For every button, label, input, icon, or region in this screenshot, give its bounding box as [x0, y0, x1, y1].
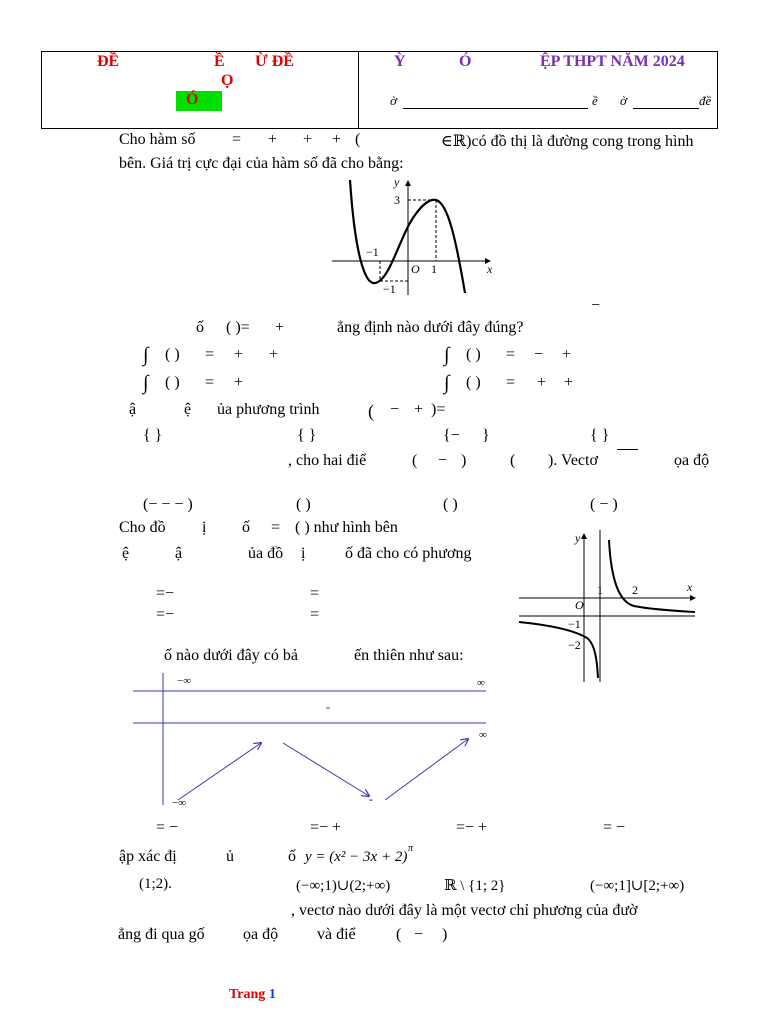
q8-text-2d: ( — [396, 926, 402, 943]
q7-text-a: ập xác đị — [119, 848, 177, 865]
q3-text-e: − — [390, 401, 400, 418]
q5-opt4: = — [310, 606, 320, 623]
q2-opt2-plus: + — [562, 346, 572, 363]
footer-label: Trang — [229, 987, 266, 1002]
q8-text-2e: − — [414, 926, 424, 943]
table-mid-dash: - — [326, 700, 330, 714]
header-right-2b: ề — [592, 93, 598, 108]
header-left-1c: Ừ ĐỀ — [255, 53, 294, 70]
q2-opt2-eq: = — [506, 346, 516, 363]
vector-arrow — [617, 449, 638, 450]
q2-opt3-eq: = — [205, 374, 215, 391]
q1-cubic-graph — [330, 175, 500, 300]
q4-text-c: − — [438, 452, 448, 469]
q5-text-2a: ệ — [122, 545, 130, 562]
q8-text-2b: ọa độ — [243, 926, 279, 943]
q2-opt2-fx: ( ) — [466, 346, 481, 363]
header-left-1a: ĐỀ — [97, 53, 120, 70]
q2-opt2-minus: − — [534, 346, 544, 363]
table-neg-inf-bottom: −∞ — [172, 797, 187, 809]
q2-opt4-plus2: + — [564, 374, 574, 391]
q1-graph-label-neg1x: −1 — [366, 245, 379, 259]
q2-text-b: ( )= — [226, 319, 250, 336]
q5-graph-label-o: O — [575, 598, 584, 612]
q5-text-2e: ố đã cho có phương — [345, 545, 472, 562]
q2-opt3-plus: + — [234, 374, 244, 391]
q5-graph-label-neg2: −2 — [568, 638, 581, 652]
q6-opt2: =− + — [310, 819, 342, 836]
q1-graph-label-3: 3 — [394, 193, 400, 207]
q2-opt4-plus1: + — [537, 374, 547, 391]
q7-opt3: ℝ \ {1; 2} — [444, 878, 506, 894]
q1-graph-label-o: O — [411, 262, 420, 276]
table-pos-inf-bottom: ∞ — [479, 729, 487, 741]
q1-text-a: Cho hàm số — [119, 131, 196, 148]
q2-opt2-integral: ∫ — [444, 344, 450, 366]
q3-opt3: {− — [443, 427, 460, 444]
q1-text-line2: bên. Giá trị cực đại của hàm số đã cho bằng: — [119, 155, 404, 172]
header-right-2d: đề — [699, 93, 712, 108]
q3-opt1: { } — [143, 427, 163, 444]
q1-graph-x-label: x — [487, 262, 493, 276]
q1-graph-label-1: 1 — [431, 262, 437, 276]
table-pos-inf-top: ∞ — [477, 677, 485, 689]
q4-opt4: ( − ) — [590, 496, 618, 513]
q5-opt2: = — [310, 585, 320, 602]
q1-text-f: ( — [355, 131, 361, 148]
q3-opt4: { } — [590, 427, 610, 444]
q6-opt4: = − — [603, 819, 626, 836]
q6-text-a: ố nào dưới đây có bả — [164, 647, 298, 664]
q5-text-2b: ậ — [175, 545, 183, 562]
q5-opt1: =− — [156, 585, 175, 602]
q3-text-f: + — [414, 401, 424, 418]
q6-text-b: ến thiên như sau: — [354, 647, 464, 664]
q4-opt3: ( ) — [443, 496, 458, 513]
code-line — [633, 108, 699, 109]
q4-text-a: , cho hai điể — [288, 452, 367, 469]
q2-opt1-plus2: + — [269, 346, 279, 363]
q1-text-g: ∈ℝ)có đồ thị là đường cong trong hình — [441, 133, 694, 150]
q1-text-b: = — [232, 131, 242, 148]
header-right-1a: Ỳ — [394, 53, 406, 70]
header-right-1c: ỆP THPT NĂM 2024 — [540, 53, 685, 70]
q7-opt2: (−∞;1)∪(2;+∞) — [296, 878, 391, 894]
q5-text-1b: ị — [202, 519, 207, 536]
q4-text-e: ( — [510, 452, 516, 469]
q7-text-c: ố — [288, 848, 296, 865]
header-right-1b: Ó — [459, 53, 472, 70]
q7-exponent: π — [408, 843, 414, 854]
q5-text-1a: Cho đồ — [119, 519, 166, 536]
q5-graph-label-2: 2 — [632, 583, 638, 597]
name-line — [403, 108, 588, 109]
q3-text-d: ( — [368, 401, 374, 421]
variation-table — [133, 673, 493, 813]
header-highlight: Ó — [176, 91, 222, 111]
table-neg-inf-top: −∞ — [177, 675, 192, 687]
q4-text-b: ( — [412, 452, 418, 469]
q3-text-c: ủa phương trình — [217, 401, 320, 418]
q5-graph-y-label: y — [575, 531, 581, 545]
header-left-1b: Ề — [214, 53, 225, 70]
q7-opt1: (1;2). — [139, 876, 172, 892]
q5-graph-x-label: x — [687, 580, 693, 594]
q2-opt1-plus1: + — [234, 346, 244, 363]
q3-text-a: ậ — [129, 401, 137, 418]
q5-text-2c: ủa đồ — [248, 545, 284, 562]
q3-opt2: { } — [297, 427, 317, 444]
q2-opt1-fx: ( ) — [165, 346, 180, 363]
q3-text-g: )= — [431, 401, 446, 418]
q4-text-g: ọa độ — [674, 452, 710, 469]
q1-text-c: + — [268, 131, 278, 148]
q2-text-c: + — [275, 319, 285, 336]
q3-text-b: ệ — [184, 401, 192, 418]
q6-opt3: =− + — [456, 819, 488, 836]
q2-opt4-eq: = — [506, 374, 516, 391]
q2-text-d: ẳng định nào dưới đây đúng? — [337, 319, 524, 336]
q4-text-d: ) — [461, 452, 467, 469]
q5-hyperbola-graph — [519, 530, 699, 685]
q2-opt4-fx: ( ) — [466, 374, 481, 391]
q8-text-2a: ẳng đi qua gố — [118, 926, 205, 943]
table-low-dash: - — [369, 792, 373, 806]
header-left-2: Ọ — [221, 72, 234, 89]
q1-text-e: + — [332, 131, 342, 148]
q8-text-2f: ) — [442, 926, 448, 943]
q2-opt4-integral: ∫ — [444, 372, 450, 394]
q1-graph-label-neg1y: −1 — [383, 282, 396, 296]
page-number: 1 — [268, 987, 276, 1002]
header-right-2a: ờ — [390, 93, 397, 108]
q2-opt1-integral: ∫ — [143, 344, 149, 366]
q5-graph-label-1: 1 — [597, 583, 603, 597]
q5-graph-label-neg1: −1 — [568, 617, 581, 631]
header-divider — [358, 52, 359, 128]
q4-opt1: (− − − ) — [143, 496, 193, 513]
q3-opt3-close: } — [482, 427, 490, 444]
q5-opt3: =− — [156, 606, 175, 623]
page-footer — [229, 987, 276, 1003]
q2-opt1-eq: = — [205, 346, 215, 363]
q5-text-1e: ( ) như hình bên — [295, 519, 398, 536]
q8-text-2c: và điể — [317, 926, 356, 943]
q5-text-1d: = — [271, 519, 281, 536]
q2-opt3-fx: ( ) — [165, 374, 180, 391]
q4-text-f: ). Vectơ — [548, 452, 598, 469]
q4-opt2: ( ) — [296, 496, 311, 513]
q5-text-1c: ố — [242, 519, 250, 536]
q6-opt1: = − — [156, 819, 179, 836]
q7-text-b: ủ — [226, 848, 234, 865]
q1-dash: − — [591, 297, 601, 314]
q2-opt3-integral: ∫ — [143, 372, 149, 394]
q1-graph-y-label: y — [394, 175, 400, 189]
q5-text-2d: ị — [301, 545, 306, 562]
q7-formula: y = (x² − 3x + 2) — [305, 849, 408, 865]
q7-opt4: (−∞;1]∪[2;+∞) — [590, 878, 685, 894]
q8-text-line1: , vectơ nào dưới đây là một vectơ chỉ phương của đườ — [291, 902, 638, 919]
q1-text-d: + — [303, 131, 313, 148]
q2-text-a: ố — [196, 319, 204, 336]
header-right-2c: ờ — [620, 93, 627, 108]
